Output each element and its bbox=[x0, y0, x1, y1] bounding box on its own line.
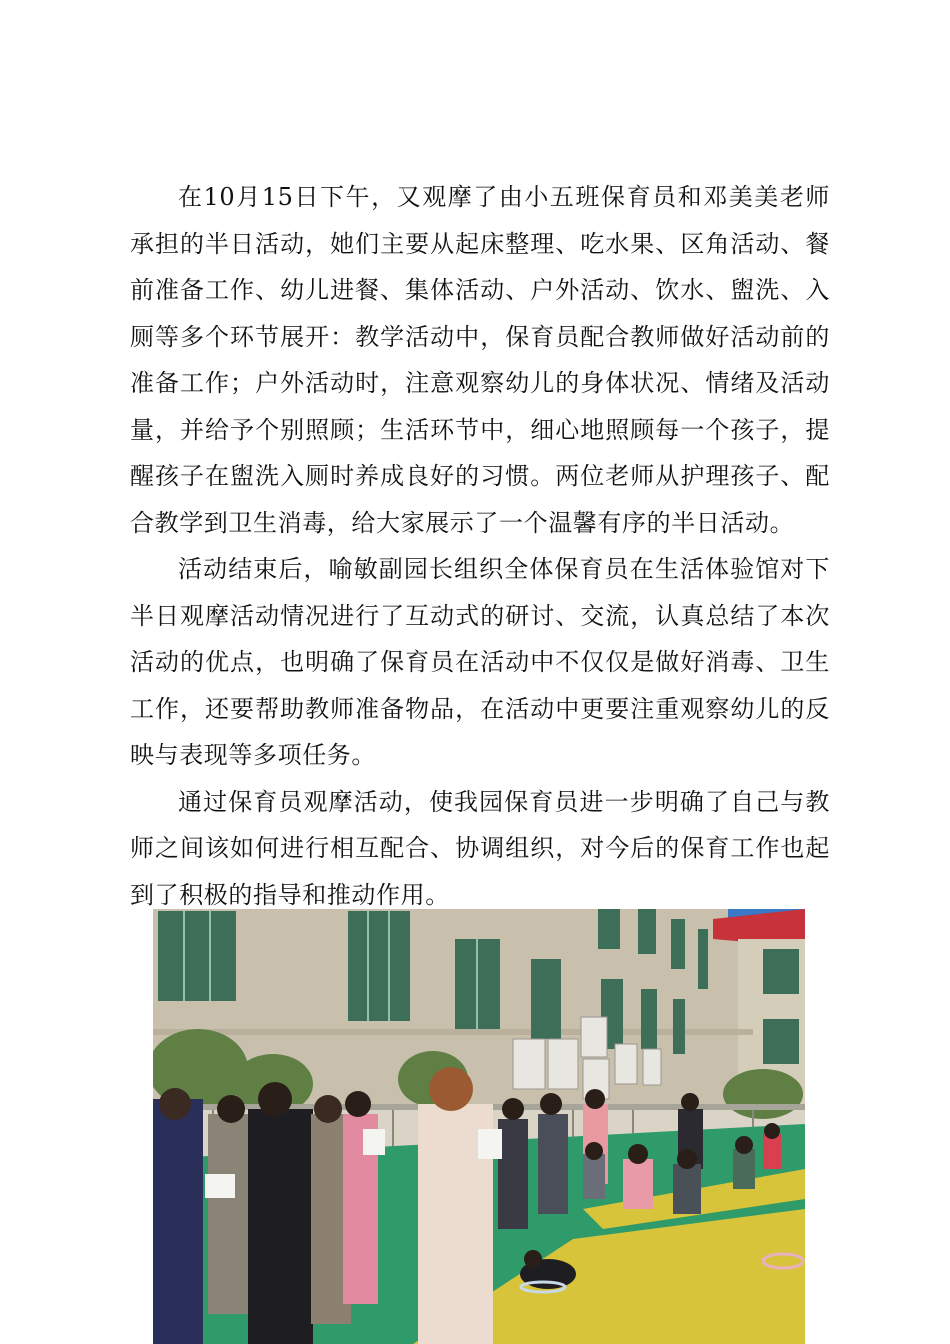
activity-photo bbox=[153, 909, 805, 1344]
article-body bbox=[130, 174, 830, 918]
paragraph-1: 在10月15日下午，又观摩了由小五班保育员和邓美美老师承担的半日活动，她们主要从起床整理、吃水果、区角活动、餐前准备工作、幼儿进餐、集体活动、户外活动、饮水、盥洗、入厕等多个环节展开：教学活动中，保育员配合教师做好活动前的准备工作；户外活动时，注意观察幼儿的身体状况、情绪及活动量，并给予个别照顾；生活环节中，细心地照顾每一个孩子，提醒孩子在盥洗入厕时养成良好的习惯。两位老师从护理孩子、配合教学到卫生消毒，给大家展示了一个温馨有序的半日活动。 bbox=[130, 183, 830, 537]
paragraph-3: 通过保育员观摩活动，使我园保育员进一步明确了自己与教师之间该如何进行相互配合、协调组织，对今后的保育工作也起到了积极的指导和推动作用。 bbox=[130, 787, 830, 909]
paragraph-2: 活动结束后，喻敏副园长组织全体保育员在生活体验馆对下半日观摩活动情况进行了互动式的研讨、交流，认真总结了本次活动的优点，也明确了保育员在活动中不仅仅是做好消毒、卫生工作，还要帮助教师准备物品，在活动中更要注重观察幼儿的反映与表现等多项任务。 bbox=[130, 555, 830, 769]
photo-illustration bbox=[153, 909, 805, 1344]
